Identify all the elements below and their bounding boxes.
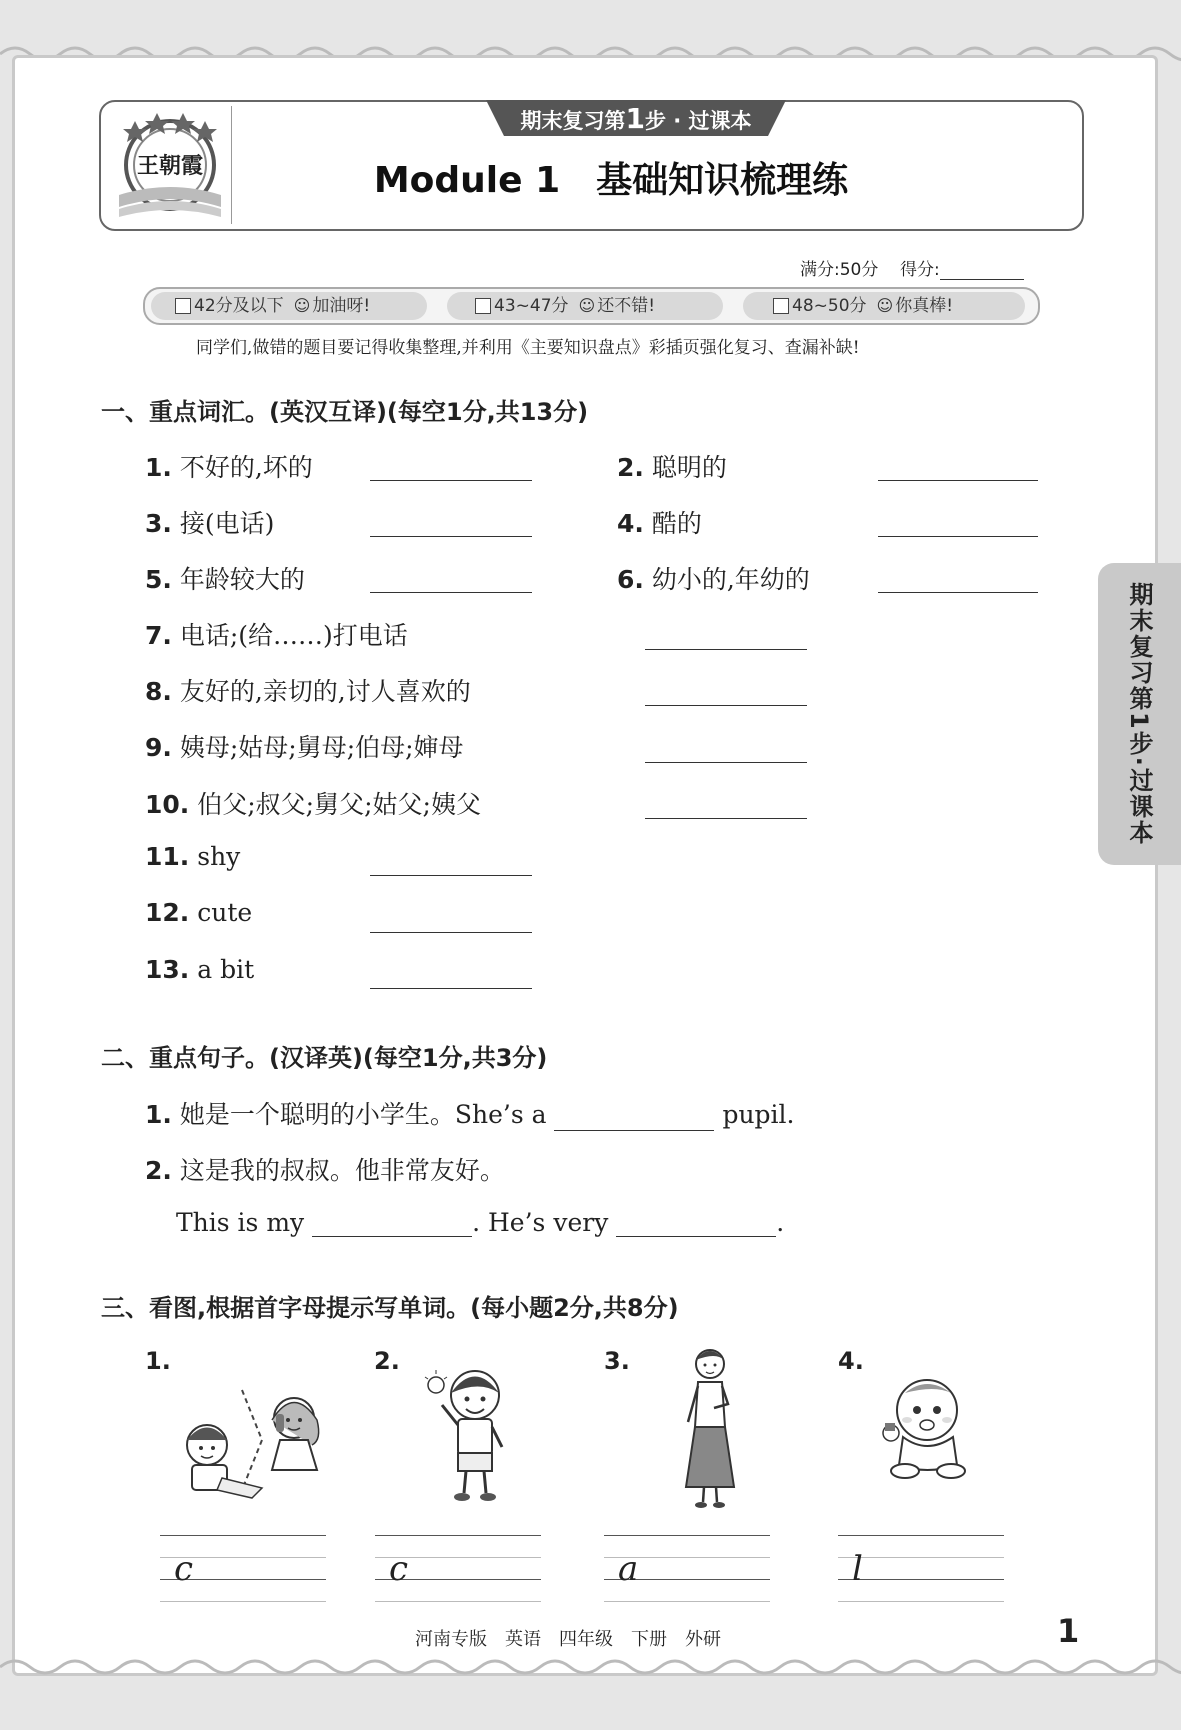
logo-seal-icon: [115, 107, 225, 222]
aunt-picture-icon: [670, 1342, 750, 1512]
hint-letter-4: l: [852, 1549, 863, 1589]
cheer-face-icon: ☺: [293, 296, 311, 315]
vocab-item-1: 1. 不好的,坏的: [145, 453, 313, 482]
rating-2-range: 43~47分: [494, 296, 569, 316]
vocab-blank-8[interactable]: [645, 705, 807, 706]
rating-2-checkbox[interactable]: [475, 298, 491, 314]
writing-lines-4[interactable]: [838, 1535, 1004, 1601]
vocab-blank-12[interactable]: [370, 932, 532, 933]
rating-2: [441, 289, 731, 323]
sentence-blank-3[interactable]: [616, 1212, 776, 1237]
baby-picture-icon: [875, 1375, 975, 1480]
page-number: 1: [1057, 1612, 1080, 1650]
vocab-blank-7[interactable]: [645, 649, 807, 650]
score-blank[interactable]: [940, 261, 1024, 280]
clever-boy-picture-icon: [420, 1355, 520, 1505]
smile-face-icon: ☺: [578, 296, 596, 315]
writing-lines-2[interactable]: [375, 1535, 541, 1601]
instruction-note: 同学们,做错的题目要记得收集整理,并利用《主要知识盘点》彩插页强化复习、查漏补缺!: [196, 338, 860, 358]
sentence-item-1: 1. 她是一个聪明的小学生。She’s a pupil.: [145, 1100, 795, 1129]
writing-lines-3[interactable]: [604, 1535, 770, 1601]
vocab-blank-10[interactable]: [645, 818, 807, 819]
vocab-blank-1[interactable]: [370, 480, 532, 481]
vocab-blank-6[interactable]: [878, 592, 1038, 593]
full-score: 满分:50分: [800, 260, 879, 280]
vocab-item-2: 2. 聪明的: [617, 453, 727, 482]
hint-letter-1: c: [174, 1549, 194, 1589]
section-1-title: 一、重点词汇。(英汉互译)(每空1分,共13分): [101, 398, 589, 426]
vocab-item-11: 11. shy: [145, 842, 241, 871]
rating-1-range: 42分及以下: [194, 296, 284, 316]
rating-3: [737, 289, 1033, 323]
step-tab: [486, 100, 786, 138]
bottom-wave-border: [0, 1655, 1181, 1679]
rating-1: [145, 289, 435, 323]
page-title: Module 1 基础知识梳理练: [373, 160, 849, 201]
section-3-title: 三、看图,根据首字母提示写单词。(每小题2分,共8分): [101, 1294, 679, 1322]
vocab-blank-2[interactable]: [878, 480, 1038, 481]
writing-lines-1[interactable]: [160, 1535, 326, 1601]
got-score-label: 得分:: [899, 260, 940, 280]
vocab-item-9: 9. 姨母;姑母;舅母;伯母;婶母: [145, 733, 464, 762]
picture-3-number: 3.: [604, 1347, 630, 1375]
vocab-blank-3[interactable]: [370, 536, 532, 537]
vocab-item-8: 8. 友好的,亲切的,讨人喜欢的: [145, 677, 471, 706]
picture-4-number: 4.: [838, 1347, 864, 1375]
step-label-pre: 期末复习第: [520, 109, 626, 133]
score-line: [800, 255, 1024, 280]
sentence-item-2-english: This is my . He’s very .: [176, 1208, 785, 1237]
step-tab-label: [486, 102, 786, 138]
rating-3-comment: 你真棒!: [895, 296, 954, 316]
happy-face-icon: ☺: [876, 296, 894, 315]
sentence-item-2: 2. 这是我的叔叔。他非常友好。: [145, 1156, 505, 1185]
side-tab: [1098, 563, 1181, 865]
header-divider: [231, 106, 232, 224]
rating-bar: [143, 287, 1040, 325]
logo-text: 王朝霞: [136, 153, 204, 179]
hint-letter-3: a: [618, 1549, 639, 1589]
rating-2-comment: 还不错!: [597, 296, 656, 316]
vocab-item-5: 5. 年龄较大的: [145, 565, 305, 594]
sentence-blank-2[interactable]: [312, 1212, 472, 1237]
hint-letter-2: c: [389, 1549, 409, 1589]
vocab-blank-4[interactable]: [878, 536, 1038, 537]
phone-call-picture-icon: [172, 1370, 332, 1500]
sentence-blank-1[interactable]: [554, 1106, 714, 1131]
vocab-item-6: 6. 幼小的,年幼的: [617, 565, 810, 594]
picture-2-number: 2.: [374, 1347, 400, 1375]
rating-1-checkbox[interactable]: [175, 298, 191, 314]
picture-1-number: 1.: [145, 1347, 171, 1375]
vocab-blank-13[interactable]: [370, 988, 532, 989]
rating-3-range: 48~50分: [792, 296, 867, 316]
header-box: [99, 100, 1084, 231]
vocab-item-7: 7. 电话;(给……)打电话: [145, 621, 408, 650]
step-label-post: 步 · 过课本: [644, 109, 752, 133]
vocab-item-4: 4. 酷的: [617, 509, 702, 538]
vocab-item-3: 3. 接(电话): [145, 509, 275, 538]
vocab-item-13: 13. a bit: [145, 955, 255, 984]
vocab-item-12: 12. cute: [145, 898, 253, 927]
vocab-item-10: 10. 伯父;叔父;舅父;姑父;姨父: [145, 790, 481, 819]
vocab-blank-11[interactable]: [370, 875, 532, 876]
step-label-num: 1: [625, 102, 645, 135]
section-2-title: 二、重点句子。(汉译英)(每空1分,共3分): [101, 1044, 548, 1072]
footer-text: 河南专版 英语 四年级 下册 外研: [415, 1629, 721, 1650]
vocab-blank-9[interactable]: [645, 762, 807, 763]
rating-1-comment: 加油呀!: [312, 296, 371, 316]
side-tab-label: 期末复习第1步·过课本: [1125, 582, 1153, 846]
vocab-blank-5[interactable]: [370, 592, 532, 593]
rating-3-checkbox[interactable]: [773, 298, 789, 314]
